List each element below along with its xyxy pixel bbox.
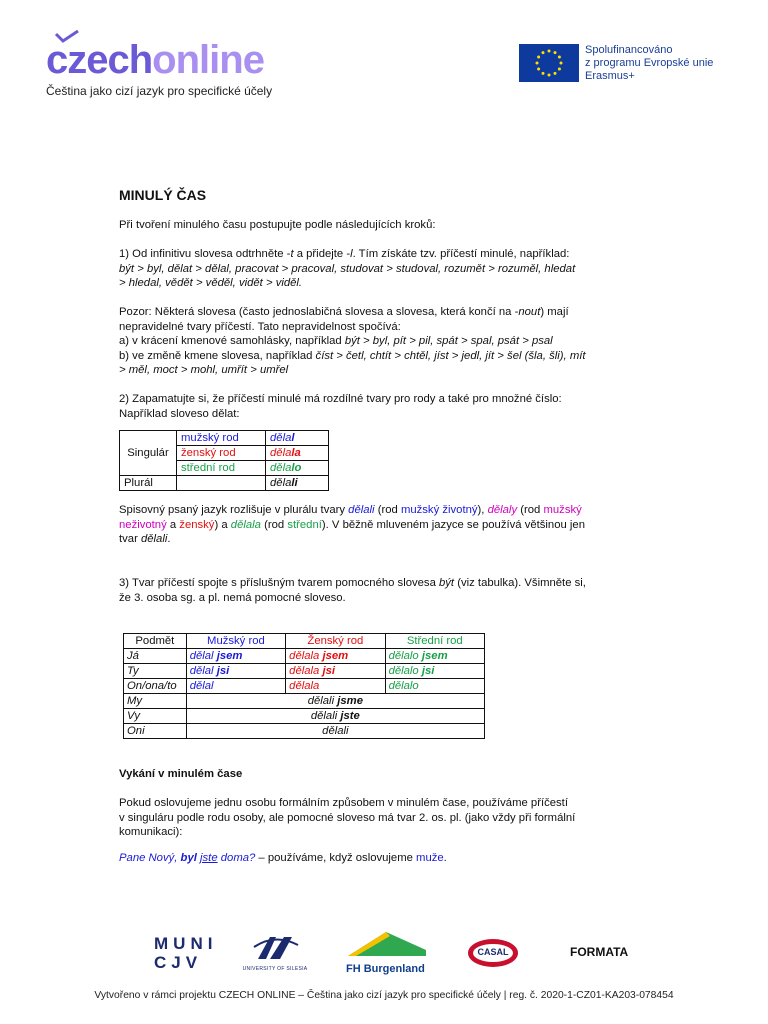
step3-paragraph: 3) Tvar příčestí spojte s příslušným tvarem pomocného slovesa být (viz tabulka). Všimněte si, že 3. osoba sg. a pl. nemá pomocné sloveso.: [119, 577, 586, 604]
fh-burgenland-logo: FH Burgenland: [346, 930, 428, 976]
pozor-paragraph: Pozor: Některá slovesa (často jednoslabičná slovesa a slovesa, která končí na -nout) mají nepravidelné tvary příčestí. Tato nepravidelnost spočívá: a) v krácení kmenové samohlásky, například být > byl, pít > pil, spát > spal, psát > psal b) ve změně kmene slovesa, například číst > četl, chtít > chtěl, jíst > jedl, jít > šel (šla, šli), mít > měl, moct > mohl, umřít > umřel: [119, 306, 586, 377]
step2-paragraph: 2) Zapamatujte si, že příčestí minulé má rozdílné tvary pro rody a také pro množné číslo: Například sloveso dělat:: [119, 393, 562, 420]
eu-flag-icon: [519, 44, 579, 82]
eu-cofunding-text: Spolufinancováno z programu Evropské unie Erasmus+: [585, 44, 714, 82]
vykani-paragraph: Pokud oslovujeme jednu osobu formálním způsobem v minulém čase, používáme příčestí v singuláru podle rodu osoby, ale pomocné sloveso má tvar 2. os. pl. (jako vždy při formální komunikaci):: [119, 797, 576, 839]
spisovny-paragraph: Spisovný psaný jazyk rozlišuje v plurálu tvary dělali (rod mužský životný), dělaly (rod mužský neživotný a ženský) a dělala (rod střední). V běžně mluveném jazyce se používá většinou jen tvar dělali.: [119, 504, 585, 546]
formata-logo: FORMATA: [570, 945, 629, 959]
vykani-example: Pane Nový, byl jste doma? – používáme, když oslovujeme muže.: [119, 852, 447, 864]
casal-logo: CASAL: [467, 938, 519, 968]
singular-label: Singulár: [120, 431, 177, 476]
footer-credit: Vytvořeno v rámci projektu CZECH ONLINE – Čeština jako cizí jazyk pro specifické účely | reg. č. 2020-1-CZ01-KA203-078454: [94, 990, 674, 1001]
tagline: Čeština jako cizí jazyk pro specifické účely: [46, 84, 273, 98]
czechonline-logo: czechonline: [46, 38, 264, 82]
silesia-emblem-icon: [240, 935, 310, 961]
page-title: MINULÝ ČAS: [119, 187, 207, 203]
vykani-heading: Vykání v minulém čase: [119, 768, 243, 780]
conjugation-table: Podmět Mužský rod Ženský rod Střední rod Já dělal jsem dělala jsem dělalo jsem Ty dělal jsi dělala jsi dělalo jsi On/ona/to dělal dělala dělalo My dělali jsme Vy dělali jste Oni dělali: [123, 633, 485, 739]
intro-paragraph: Při tvoření minulého času postupujte podle následujících kroků:: [119, 219, 436, 231]
muni-logo: MUNI CJV: [154, 934, 218, 972]
plural-label: Plurál: [120, 476, 177, 491]
gender-forms-table: Singulár mužský rod dělal ženský rod dělala střední rod dělalo Plurál dělali: [119, 430, 329, 491]
silesia-logo: UNIVERSITY OF SILESIA: [240, 935, 310, 973]
fh-burgenland-emblem-icon: [346, 930, 428, 958]
step1-paragraph: 1) Od infinitivu slovesa odtrhněte -t a přidejte -l. Tím získáte tzv. příčestí minulé, například: být > byl, dělat > dělal, pracovat > pracoval, studovat > studoval, rozumět > rozuměl, hledat > hledal, vědět > věděl, vidět > viděl.: [119, 248, 576, 290]
